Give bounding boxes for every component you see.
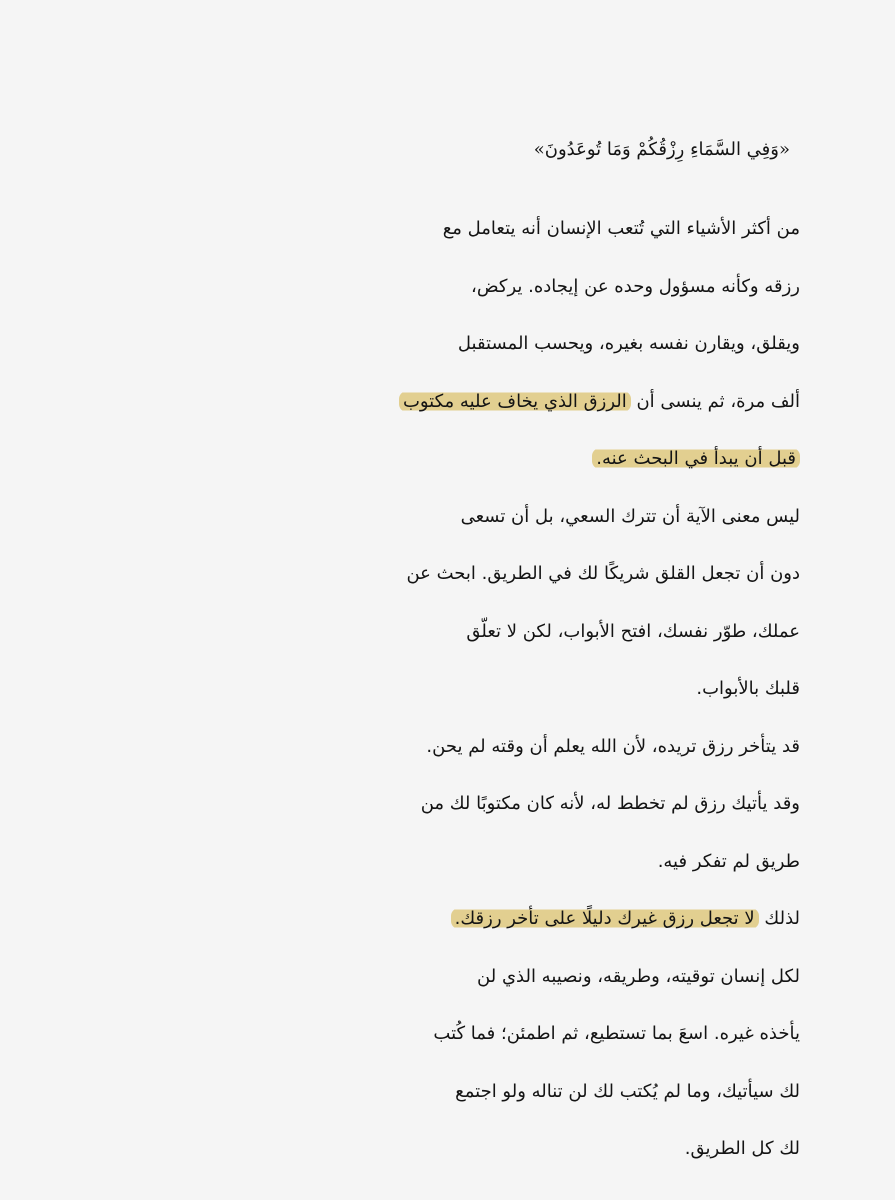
text-line-12: طريق لم تفكر فيه. [657,850,800,872]
text-line-3: ويقلق، ويقارن نفسه بغيره، ويحسب المستقبل [457,333,800,354]
quran-verse-title: «وَفِي السَّمَاءِ رِزْقُكُمْ وَمَا تُوعَدُونَ» [533,139,790,160]
text-line-15: يأخذه غيره. اسعَ بما تستطيع، ثم اطمئن؛ فما كُتب [433,1023,800,1044]
text-line-13-plain: لذلك [758,908,800,929]
text-line-16: لك سيأتيك، وما لم يُكتب لك لن تناله ولو اجتمع [455,1080,800,1102]
article-body [60,100,800,1178]
text-line-4-plain: ألف مرة، ثم ينسى أن [630,390,800,412]
text-line-11: وقد يأتيك رزق لم تخطط له، لأنه كان مكتوبًا لك من [420,793,800,814]
text-line-7: دون أن تجعل القلق شريكًا لك في الطريق. ابحث عن [406,563,800,584]
highlighted-text-2: قبل أن يبدأ في البحث عنه. [592,448,800,469]
text-line-1: من أكثر الأشياء التي تُتعب الإنسان أنه يتعامل مع [442,218,800,239]
text-line-8: عملك، طوّر نفسك، افتح الأبواب، لكن لا تعلّق [466,620,800,642]
text-line-13 [60,890,800,948]
highlighted-text-1: الرزق الذي يخاف عليه مكتوب [399,391,631,412]
text-line-17: لك كل الطريق. [684,1138,800,1159]
text-line-6: ليس معنى الآية أن تترك السعي، بل أن تسعى [460,505,800,527]
text-line-2: رزقه وكأنه مسؤول وحده عن إيجاده. يركض، [471,275,800,297]
highlighted-text-3: لا تجعل رزق غيرك دليلًا على تأخر رزقك. [451,908,759,929]
text-line-5 [60,430,800,488]
text-line-14: لكل إنسان توقيته، وطريقه، ونصيبه الذي لن [477,965,800,987]
text-line-9: قلبك بالأبواب. [696,678,800,699]
text-line-4 [60,373,800,431]
text-line-10: قد يتأخر رزق تريده، لأن الله يعلم أن وقته لم يحن. [426,735,800,757]
